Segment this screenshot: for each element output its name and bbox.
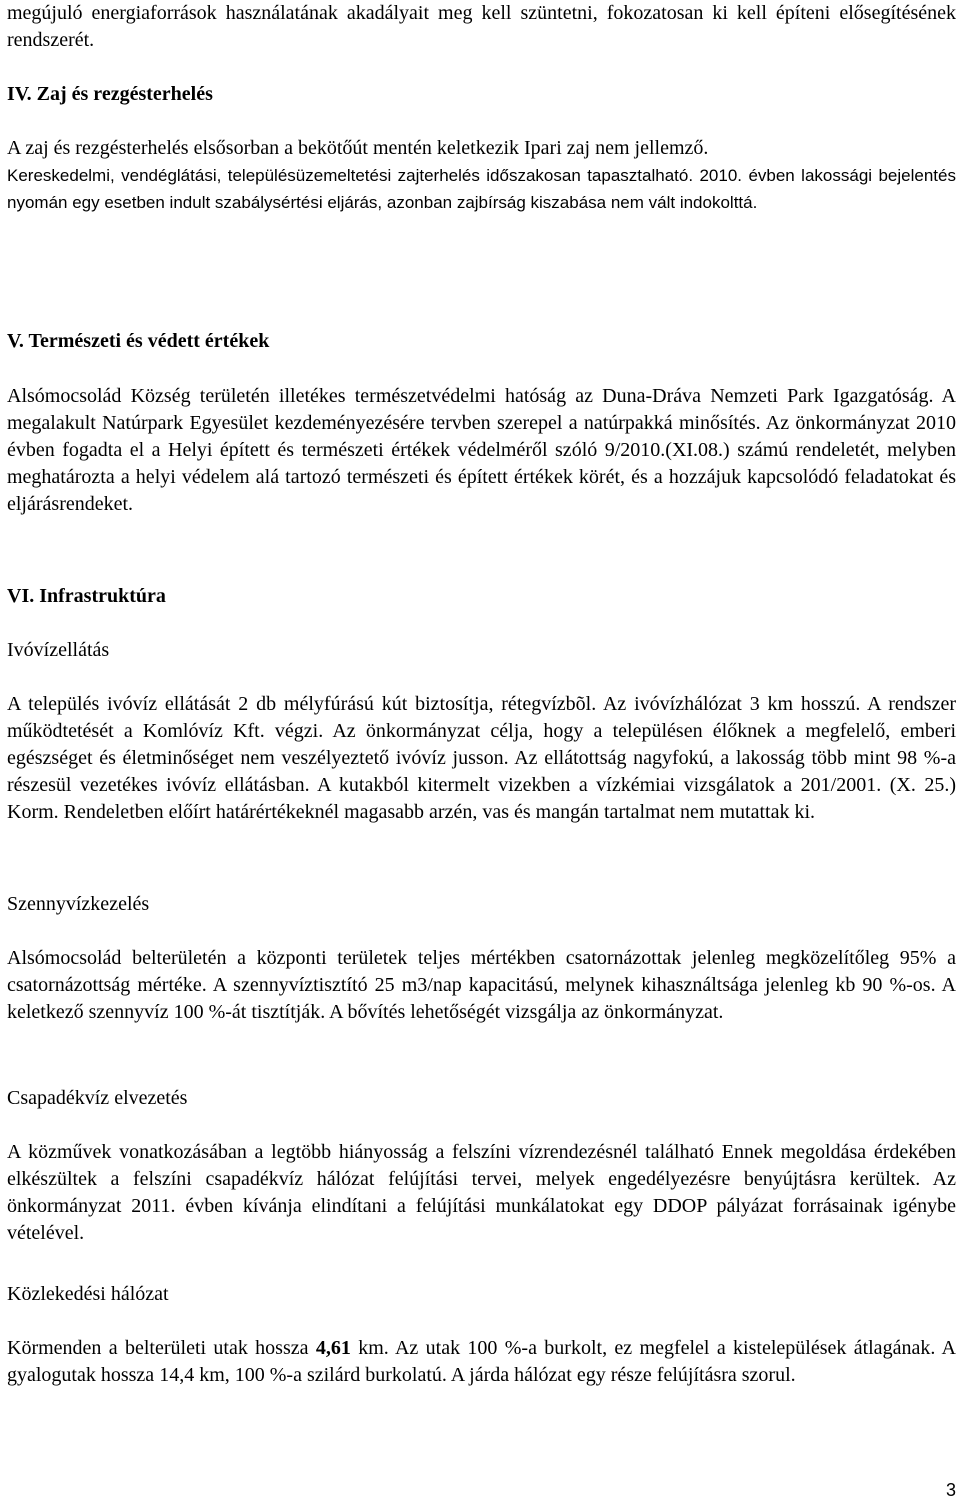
- section-iv-body-sans: Kereskedelmi, vendéglátási, településüzemeltetési zajterhelés időszakosan tapasztalható. 2010. évben lakossági bejelentés nyomán egy esetben indult szabálysértési eljárás, azonban zajbírság kiszabása nem vált indokolttá.: [7, 166, 956, 212]
- subsection-csapadekviz-paragraph: A közművek vonatkozásában a legtöbb hiányosság a felszíni vízrendezésnél található Ennek megoldása érdekében elkészültek a felszíni csapadékvíz hálózat felújítási tervei, melyek engedélyezésre benyújtásra kerültek. Az önkormányzat 2011. évben kívánja elindítani a felújítási munkálatokat egy DDOP pályázat forrásainak igénybe vételével.: [7, 1141, 956, 1244]
- subsection-ivoviz-title: Ivóvízellátás: [7, 639, 110, 661]
- kozlekedes-text-after: km. Az utak 100 %-a burkolt, ez megfelel a kistelepülések átlagának. A gyalogutak hossza 14,4 km, 100 %-a szilárd burkolatú. A járda hálózat egy része felújításra szorul.: [7, 1337, 956, 1386]
- kozlekedes-road-length: 4,61: [315, 1337, 351, 1359]
- intro-paragraph: megújuló energiaforrások használatának akadályait meg kell szüntetni, fokozatosan ki kell építeni elősegítésének rendszerét.: [7, 2, 956, 51]
- subsection-szennyviz-title: Szennyvízkezelés: [7, 893, 150, 915]
- section-iv-paragraph: [7, 135, 956, 216]
- section-v-paragraph: Alsómocsolád Község területén illetékes természetvédelmi hatóság az Duna-Dráva Nemzeti Park Igazgatóság. A megalakult Natúrpark Egyesület kezdeményezésére tervben szerepel a natúrpakká minősítés. Az önkormányzat 2010 évben fogadta el a Helyi épített és természeti értékek védelméről szóló 9/2010.(XI.08.) számú rendeletét, melyben meghatározta a helyi védelem alá tartozó természeti és épített értékek körét, és a hozzájuk kapcsolódó feladatokat és eljárásrendeket.: [7, 385, 956, 515]
- page-number: 3: [945, 1480, 956, 1500]
- section-iv-heading: IV. Zaj és rezgésterhelés: [7, 83, 213, 105]
- subsection-szennyviz-paragraph: Alsómocsolád belterületén a központi területek teljes mértékben csatornázottak jelenleg megközelítőleg 95% a csatornázottság mértéke. A szennyvíztisztító 25 m3/nap kapacitású, melynek kihasználtsága jelenleg kb 90 %-os. A keletkező szennyvíz 100 %-át tisztítják. A bővítés lehetőségét vizsgálja az önkormányzat.: [7, 947, 956, 1023]
- kozlekedes-text-before: Körmenden a belterületi utak hossza: [7, 1337, 316, 1359]
- section-vi-heading: VI. Infrastruktúra: [7, 585, 166, 607]
- section-v-heading: V. Természeti és védett értékek: [7, 330, 270, 352]
- section-iv-body-serif: A zaj és rezgésterhelés elsősorban a bekötőút mentén keletkezik Ipari zaj nem jellemző.: [7, 137, 709, 159]
- subsection-kozlekedes-paragraph: [7, 1335, 956, 1389]
- subsection-kozlekedes-title: Közlekedési hálózat: [7, 1283, 169, 1305]
- subsection-ivoviz-paragraph: A település ivóvíz ellátását 2 db mélyfúrású kút biztosítja, rétegvízbõl. Az ivóvízhálózat 3 km hosszú. A rendszer működtetését a Komlóvíz Kft. végzi. Az önkormányzat célja, hogy a településen élőknek a megfelelő, emberi egészséget és életminőséget nem veszélyeztető ivóvíz jusson. Az ellátottság nagyfokú, a lakosság több mint 98 %-a részesül vezetékes ivóvíz ellátásban. A kutakból kitermelt vizekben a vízkémiai vizsgálatok a 201/2001. (X. 25.) Korm. Rendeletben előírt határértékeknél magasabb arzén, vas és mangán tartalmat nem mutattak ki.: [7, 693, 956, 823]
- subsection-csapadekviz-title: Csapadékvíz elvezetés: [7, 1087, 188, 1109]
